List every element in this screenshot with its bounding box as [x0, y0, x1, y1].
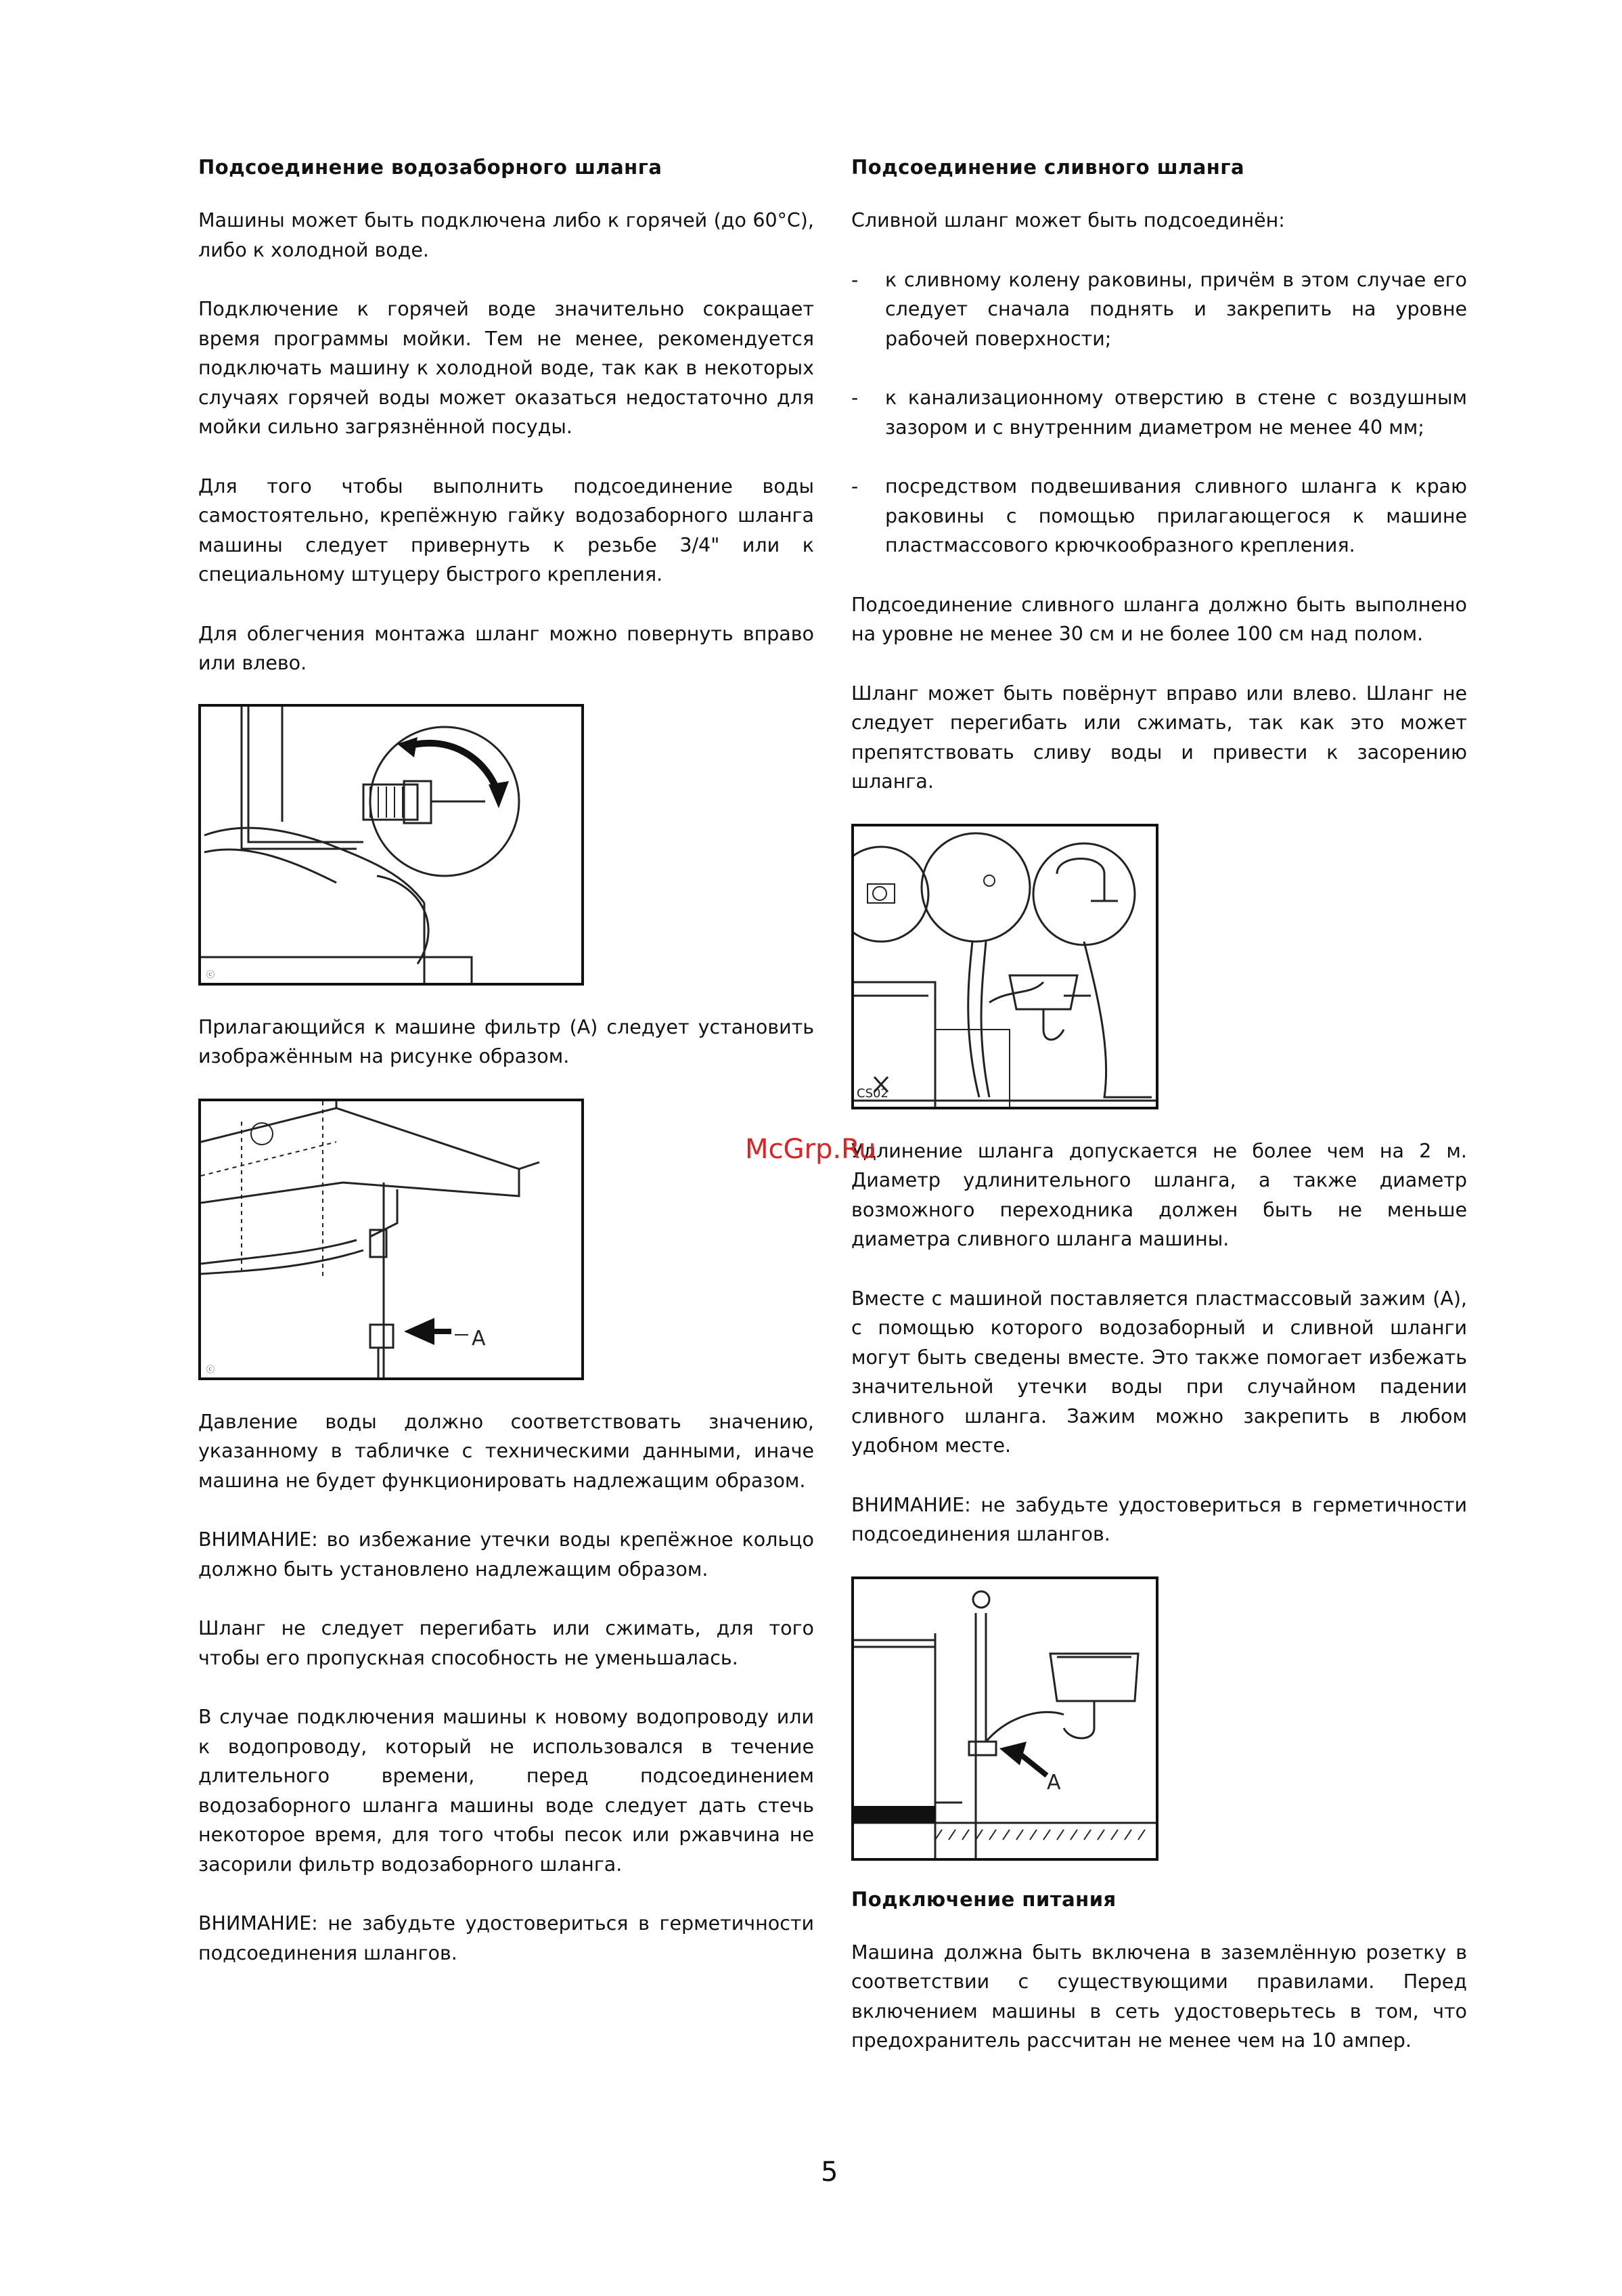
list-dash: - [851, 268, 859, 291]
paragraph: В случае подключения машины к новому водопроводу или к водопроводу, который не использовался в течение длительного времени, перед подсоединением водозаборного шланга машины воде следует дать стечь некоторое время, для того чтобы песок или ржавчина не засорили фильтр водозаборного шланга. [198, 1706, 814, 1876]
heading-water-inlet: Подсоединение водозаборного шланга [198, 156, 662, 179]
paragraph: Подсоединение сливного шланга должно быть выполнено на уровне не менее 30 см и не более 100 см над полом. [851, 593, 1467, 645]
list-dash: - [851, 475, 859, 498]
paragraph: Прилагающийся к машине фильтр (А) следует установить изображённым на рисунке образом. [198, 1015, 814, 1067]
figure-hose-rotation [198, 704, 584, 986]
right-column [851, 156, 1467, 2056]
paragraph-warning: ВНИМАНИЕ: не забудьте удостовериться в герметичности подсоединения шлангов. [198, 1912, 814, 1964]
paragraph: Подключение к горячей воде значительно сокращает время программы мойки. Тем не менее, рекомендуется подключать машину к холодной воде, так как в некоторых случаях горячей воды может оказаться недостаточно для мойки сильно загрязнённой посуды. [198, 298, 814, 438]
svg-text:ⓒ: ⓒ [206, 969, 215, 979]
paragraph-warning: ВНИМАНИЕ: не забудьте удостовериться в герметичности подсоединения шлангов. [851, 1493, 1467, 1545]
paragraph: Шланг может быть повёрнут вправо или влево. Шланг не следует перегибать или сжимать, так как это может препятствовать сливу воды и привести к засорению шланга. [851, 682, 1467, 793]
paragraph: Для облегчения монтажа шланг можно повернуть вправо или влево. [198, 622, 814, 674]
paragraph: Для того чтобы выполнить подсоединение воды самостоятельно, крепёжную гайку водозаборного шланга машины следует привернуть к резьбе 3/4" или к специальному штуцеру быстрого крепления. [198, 474, 814, 586]
paragraph-warning: ВНИМАНИЕ: во избежание утечки воды крепёжное кольцо должно быть установлено надлежащим образом. [198, 1528, 814, 1581]
heading-power-connection: Подключение питания [851, 1887, 1117, 1911]
figure-code: CS02 [857, 1086, 888, 1101]
figure-hose-clamp [851, 1576, 1158, 1861]
list-dash: - [851, 387, 859, 409]
list-item-text: к канализационному отверстию в стене с воздушным зазором и с внутренним диаметром не менее 40 мм; [885, 387, 1467, 439]
watermark: McGrp.Ru [745, 1134, 876, 1165]
paragraph: Сливной шланг может быть подсоединён: [851, 209, 1285, 231]
figure-filter-installation [198, 1099, 584, 1380]
paragraph: Удлинение шланга допускается не более чем на 2 м. Диаметр удлинительного шланга, а также диаметр возможного переходника должен быть не меньше диаметра сливного шланга машины. [851, 1139, 1467, 1250]
list-item-text: к сливному колену раковины, причём в этом случае его следует сначала поднять и закрепить на уровне рабочей поверхности; [885, 268, 1467, 350]
label-a: A [472, 1326, 486, 1350]
svg-text:ⓒ: ⓒ [206, 1364, 215, 1374]
paragraph: Давление воды должно соответствовать значению, указанному в табличке с техническими данными, иначе машина не будет функционировать надлежащим образом. [198, 1410, 814, 1492]
left-column [198, 156, 814, 1968]
figure-drain-options [851, 824, 1158, 1109]
paragraph: Шланг не следует перегибать или сжимать, для того чтобы его пропускная способность не уменьшалась. [198, 1617, 814, 1669]
list-item-text: посредством подвешивания сливного шланга к краю раковины с помощью прилагающегося к машине пластмассового крючкообразного крепления. [885, 475, 1467, 556]
list-item [851, 472, 1467, 560]
heading-drain-hose: Подсоединение сливного шланга [851, 156, 1245, 179]
page-number: 5 [821, 2157, 838, 2188]
paragraph: Вместе с машиной поставляется пластмассовый зажим (А), с помощью которого водозаборный и сливной шланги могут быть сведены вместе. Это также помогает избежать значительной утечки воды при случайном падении сливного шланга. Зажим можно закрепить в любом удобном месте. [851, 1287, 1467, 1457]
list-item [851, 265, 1467, 354]
paragraph: Машины может быть подключена либо к горячей (до 60°С), либо к холодной воде. [198, 209, 814, 261]
paragraph: Машина должна быть включена в заземлённую розетку в соответствии с существующими правилами. Перед включением машины в сеть удостоверьтесь в том, что предохранитель рассчитан не менее чем на 10 ампер. [851, 1941, 1467, 2052]
label-a: A [1047, 1770, 1061, 1794]
list-item [851, 383, 1467, 442]
